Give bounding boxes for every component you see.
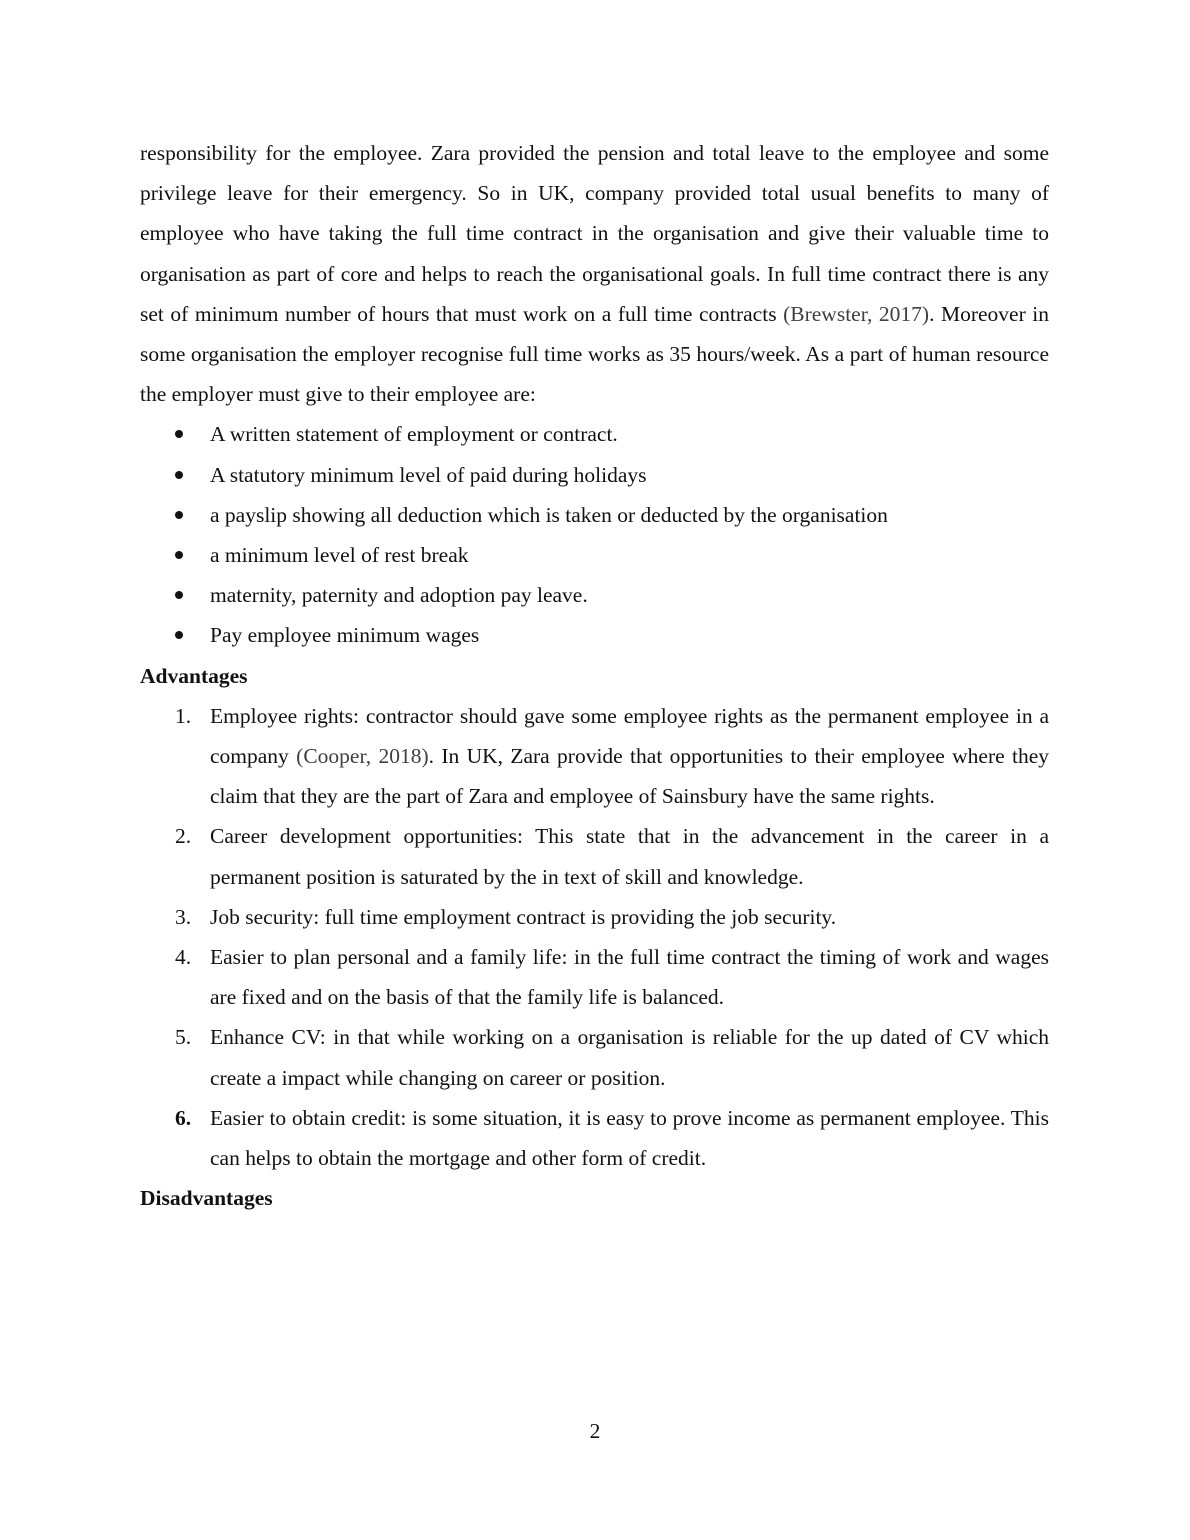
item-number: 2.	[175, 824, 192, 849]
advantages-heading: Advantages	[140, 663, 248, 688]
intro-paragraph	[140, 133, 1049, 414]
advantage-text: Easier to obtain credit: is some situation, it is easy to prove income as permanent employee. This can helps to obtain the mortgage and other form of credit.	[210, 1105, 1049, 1171]
advantage-item	[140, 816, 1049, 896]
advantage-text: Career development opportunities: This state that in the advancement in the career in a permanent position is saturated by the in text of skill and knowledge.	[210, 824, 1049, 889]
bullet-icon	[175, 631, 183, 639]
bullet-text: a payslip showing all deduction which is taken or deducted by the organisation	[210, 502, 888, 527]
requirements-bullet-list	[140, 414, 1049, 655]
bullet-item	[140, 455, 1049, 495]
item-number: 1.	[175, 703, 192, 728]
page-number: 2	[589, 1419, 601, 1443]
advantage-item	[140, 696, 1049, 817]
page-content	[140, 133, 1049, 1218]
advantage-item	[140, 897, 1049, 937]
advantage-text-after: . In UK, Zara provide that opportunities to their employee where they claim that they are the part of Zara and employee of Sainsbury have the same rights.	[210, 744, 1049, 809]
disadvantages-heading: Disadvantages	[140, 1186, 273, 1211]
advantage-text-before: Employee rights: contractor should gave some employee rights as the permanent employee in a company	[210, 703, 1049, 769]
advantage-item	[140, 937, 1049, 1017]
bullet-item	[140, 495, 1049, 535]
bullet-item	[140, 414, 1049, 454]
bullet-icon	[175, 511, 183, 519]
bullet-text: A written statement of employment or contract.	[210, 422, 618, 447]
bullet-text: maternity, paternity and adoption pay leave.	[210, 583, 588, 608]
advantage-text: Easier to plan personal and a family life: in the full time contract the timing of work and wages are fixed and on the basis of that the family life is balanced.	[210, 945, 1049, 1010]
bullet-item	[140, 575, 1049, 615]
advantage-item	[140, 1017, 1049, 1097]
bullet-item	[140, 615, 1049, 655]
advantages-list	[140, 696, 1049, 1178]
citation-cooper: (Cooper, 2018)	[296, 744, 429, 769]
intro-text-part1: responsibility for the employee. Zara provided the pension and total leave to the employee and some privilege leave for their emergency. So in UK, company provided total usual benefits to many of employee who have taking the full time contract in the organisation and give their valuable time to organisation as part of core and helps to reach the organisational goals. In full time contract there is any set of minimum number of hours that must work on a full time contracts	[140, 141, 1049, 326]
advantage-text: Job security: full time employment contract is providing the job security.	[210, 904, 837, 929]
bullet-item	[140, 535, 1049, 575]
citation-brewster: (Brewster, 2017)	[783, 301, 930, 326]
bullet-text: a minimum level of rest break	[210, 543, 469, 568]
item-number: 6.	[175, 1105, 192, 1130]
bullet-icon	[175, 471, 183, 479]
item-number: 3.	[175, 904, 192, 929]
advantage-text: Enhance CV: in that while working on a organisation is reliable for the up dated of CV which create a impact while changing on career or position.	[210, 1025, 1049, 1090]
bullet-icon	[175, 430, 183, 438]
item-number: 4.	[175, 945, 192, 970]
intro-text-part2: . Moreover in some organisation the employer recognise full time works as 35 hours/week. As a part of human resource the employer must give to their employee are:	[140, 301, 1049, 407]
bullet-text: Pay employee minimum wages	[210, 623, 480, 648]
bullet-icon	[175, 551, 183, 559]
advantage-item	[140, 1098, 1049, 1178]
item-number: 5.	[175, 1025, 192, 1050]
bullet-icon	[175, 591, 183, 599]
bullet-text: A statutory minimum level of paid during holidays	[210, 462, 647, 487]
